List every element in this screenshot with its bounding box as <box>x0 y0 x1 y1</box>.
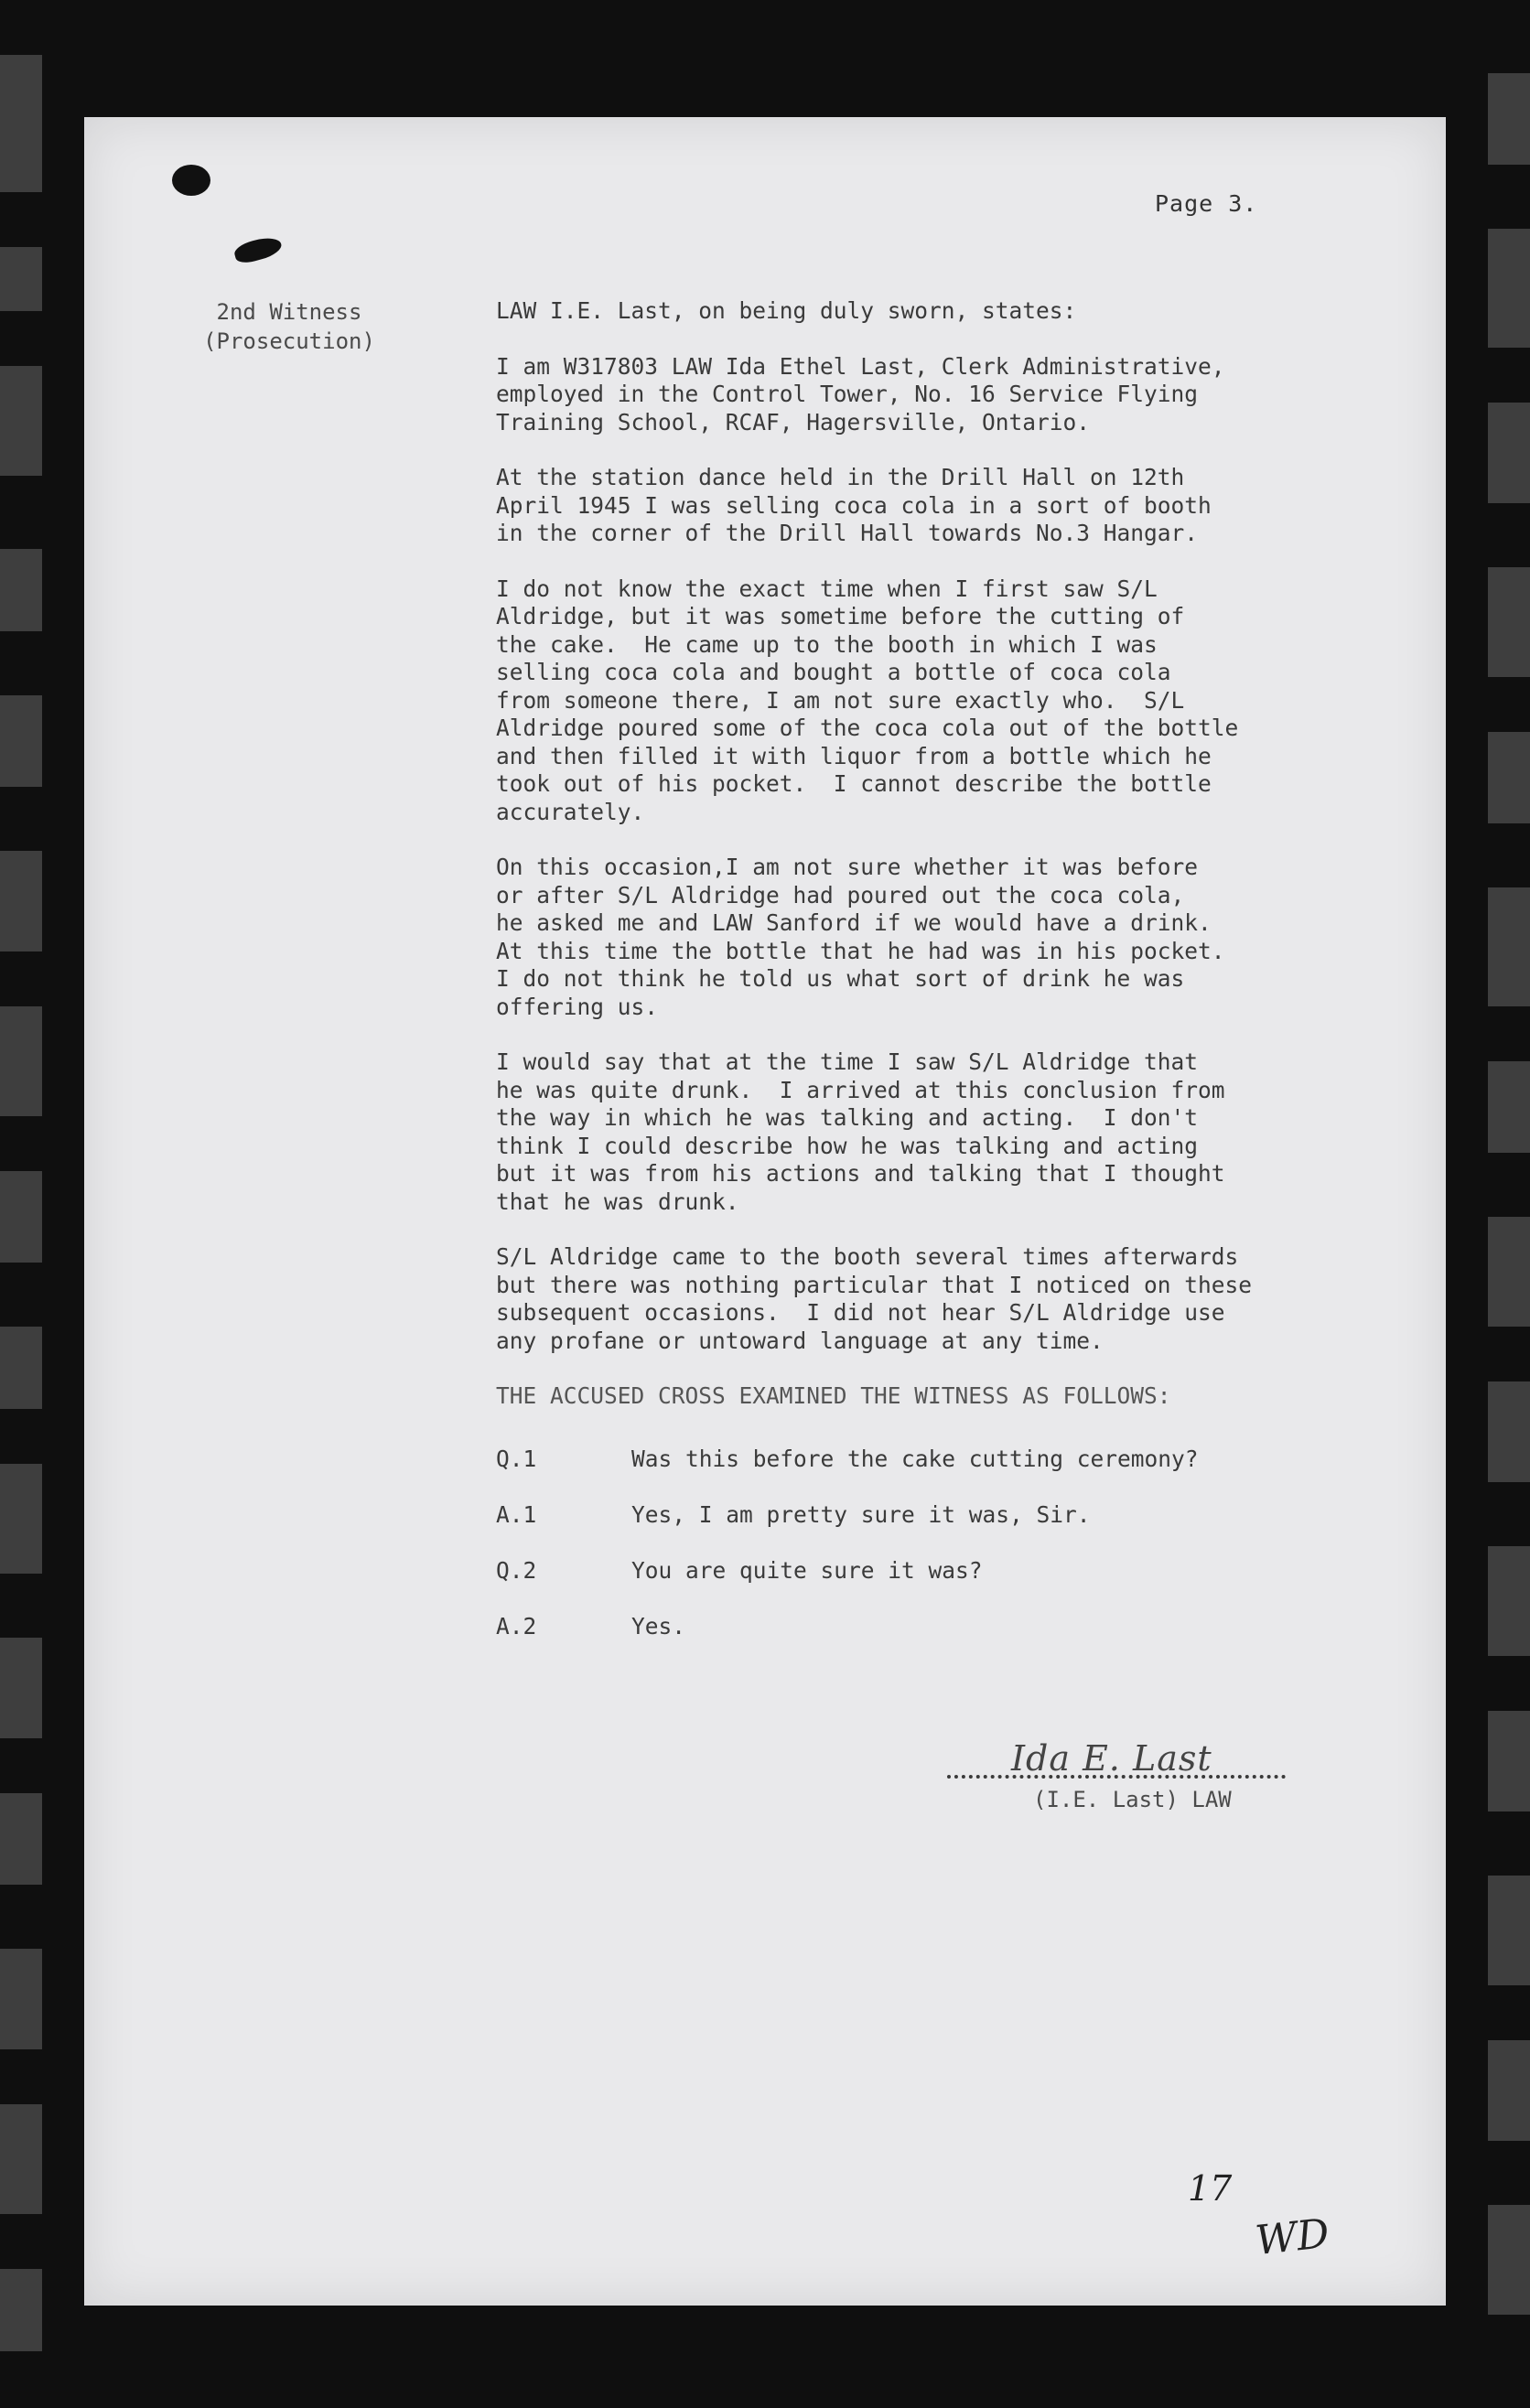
qa-label: Q.1 <box>496 1445 537 1472</box>
text-line: selling coca cola and bought a bottle of coca cola <box>496 659 1171 685</box>
testimony-paragraph <box>496 464 1283 548</box>
ink-blot <box>172 165 210 196</box>
testimony-paragraph <box>496 353 1283 437</box>
text-line: I am W317803 LAW Ida Ethel Last, Clerk Administrative, <box>496 352 1225 380</box>
text-line: from someone there, I am not sure exactly who. S/L <box>496 686 1185 714</box>
witness-label-line: 2nd Witness <box>216 299 362 325</box>
signature-block <box>947 1738 1295 1821</box>
handwritten-initials: WD <box>1253 2209 1331 2265</box>
text-line: that he was drunk. <box>496 1188 739 1215</box>
witness-label <box>179 297 399 356</box>
witness-label-line: (Prosecution) <box>203 328 375 354</box>
testimony-paragraph <box>496 1048 1283 1216</box>
text-line: April 1945 I was selling coca cola in a sort of booth <box>496 491 1212 519</box>
text-line: subsequent occasions. I did not hear S/L Aldridge use <box>496 1299 1225 1326</box>
text-line: or after S/L Aldridge had poured out the coca cola, <box>496 881 1185 908</box>
text-line: accurately. <box>496 798 645 825</box>
text-line: Aldridge, but it was sometime before the cutting of <box>496 603 1185 629</box>
signature-line <box>947 1775 1286 1779</box>
text-line: the cake. He came up to the booth in which I was <box>496 630 1158 658</box>
qa-text: You are quite sure it was? <box>631 1556 983 1584</box>
text-line: S/L Aldridge came to the booth several times afterwards <box>496 1243 1239 1270</box>
handwritten-signature: Ida E. Last <box>1011 1738 1212 1779</box>
qa-label: A.1 <box>496 1500 537 1528</box>
text-line: employed in the Control Tower, No. 16 Service Flying <box>496 381 1199 407</box>
qa-text: Yes, I am pretty sure it was, Sir. <box>631 1500 1091 1528</box>
text-line: think I could describe how he was talking and acting <box>496 1132 1199 1159</box>
text-line: On this occasion,I am not sure whether it was before <box>496 854 1199 880</box>
text-line: but there was nothing particular that I noticed on these <box>496 1271 1253 1298</box>
text-line: I do not know the exact time when I first saw S/L <box>496 575 1158 602</box>
qa-label: Q.2 <box>496 1556 537 1584</box>
testimony-paragraph <box>496 1243 1283 1355</box>
text-line: the way in which he was talking and acting. I don't <box>496 1104 1199 1131</box>
qa-text: Was this before the cake cutting ceremony? <box>631 1445 1199 1472</box>
testimony-paragraphs <box>496 353 1283 1356</box>
text-line: At this time the bottle that he had was in his pocket. <box>496 937 1225 964</box>
text-line: but it was from his actions and talking that I thought <box>496 1160 1225 1187</box>
text-line: he asked me and LAW Sanford if we would have a drink. <box>496 909 1212 936</box>
text-line: any profane or untoward language at any time. <box>496 1327 1104 1354</box>
text-line: I do not think he told us what sort of drink he was <box>496 965 1185 992</box>
text-line: and then filled it with liquor from a bottle which he <box>496 742 1212 769</box>
qa-row <box>496 1557 1283 1613</box>
text-line: in the corner of the Drill Hall towards No.3 Hangar. <box>496 520 1199 546</box>
qa-row <box>496 1501 1283 1557</box>
folio-number: 17 <box>1188 2168 1233 2209</box>
text-line: Aldridge poured some of the coca cola out of the bottle <box>496 715 1239 741</box>
question-answer-list <box>496 1446 1283 1669</box>
text-line: Training School, RCAF, Hagersville, Ontario. <box>496 408 1091 435</box>
testimony-paragraph <box>496 575 1283 827</box>
page-number: Page 3. <box>1155 190 1258 217</box>
text-line: offering us. <box>496 993 659 1020</box>
cross-examination-heading: THE ACCUSED CROSS EXAMINED THE WITNESS AS FOLLOWS: <box>496 1382 1171 1409</box>
testimony-paragraph <box>496 854 1283 1021</box>
testimony-body <box>496 297 1283 1669</box>
text-line: At the station dance held in the Drill Hall on 12th <box>496 464 1185 490</box>
qa-label: A.2 <box>496 1612 537 1639</box>
text-line: took out of his pocket. I cannot describe the bottle <box>496 770 1212 797</box>
qa-text: Yes. <box>631 1612 686 1639</box>
qa-row <box>496 1613 1283 1669</box>
text-line: he was quite drunk. I arrived at this conclusion from <box>496 1076 1225 1103</box>
typed-signature: (I.E. Last) LAW <box>1033 1787 1232 1812</box>
text-line: I would say that at the time I saw S/L Aldridge that <box>496 1048 1199 1075</box>
qa-row <box>496 1446 1283 1501</box>
testimony-intro: LAW I.E. Last, on being duly sworn, states: <box>496 297 1077 324</box>
